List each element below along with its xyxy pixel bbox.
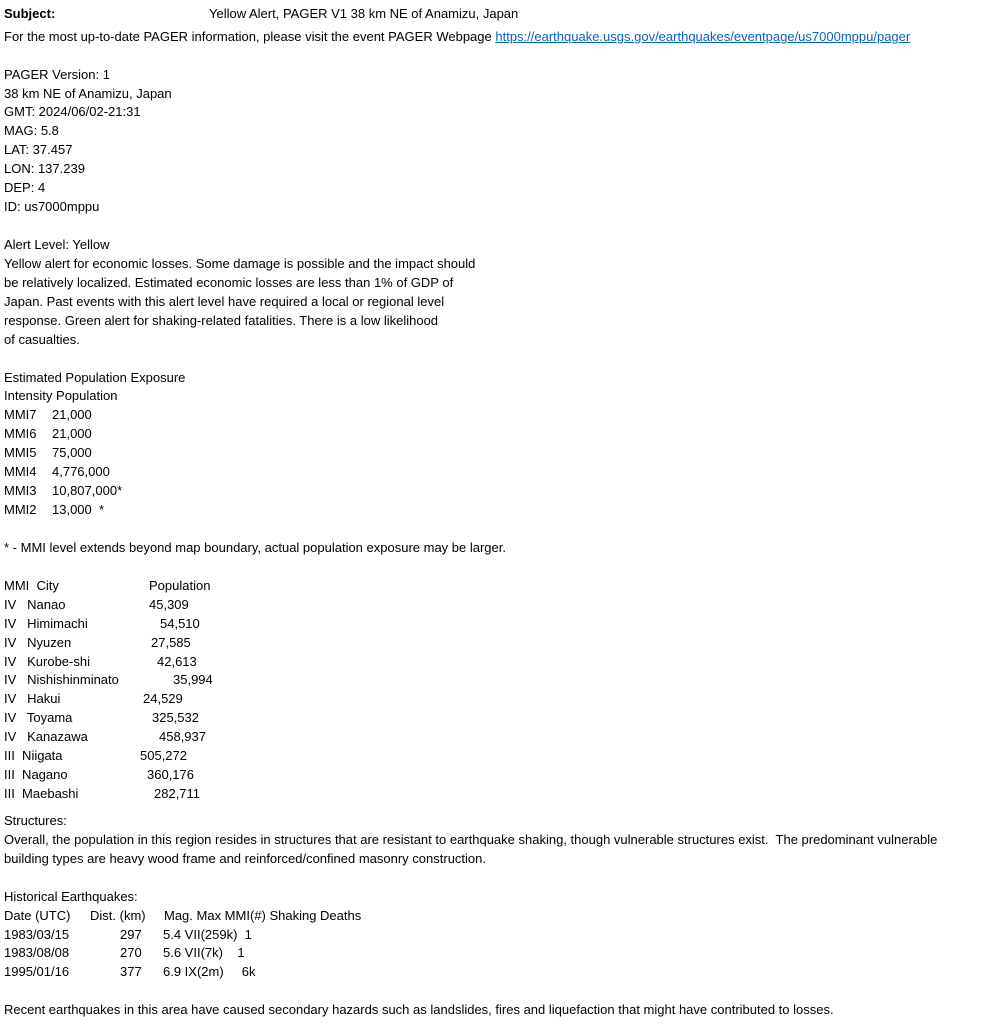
exposure-mmi: MMI5 <box>4 445 37 460</box>
exposure-title: Estimated Population Exposure <box>4 370 186 385</box>
event-lon: LON: 137.239 <box>4 161 85 176</box>
historical-header-rest: Mag. Max MMI(#) Shaking Deaths <box>164 908 362 923</box>
intro-text: For the most up-to-date PAGER information, please visit the event PAGER Webpage <box>4 29 496 44</box>
structures-title: Structures: <box>4 813 67 828</box>
exposure-mmi: MMI6 <box>4 426 37 441</box>
historical-dist: 270 <box>120 945 142 960</box>
historical-date: 1983/08/08 <box>4 945 70 960</box>
cities-header-population: Population <box>149 578 211 593</box>
historical-dist: 377 <box>120 964 142 979</box>
pager-webpage-link[interactable]: https://earthquake.usgs.gov/earthquakes/eventpage/us7000mppu/pager <box>495 29 911 44</box>
event-mag: MAG: 5.8 <box>4 123 59 138</box>
historical-mag: 5.6 VII(7k) 1 <box>163 945 245 960</box>
exposure-mmi: MMI7 <box>4 407 37 422</box>
event-location: 38 km NE of Anamizu, Japan <box>4 86 172 101</box>
event-dep: DEP: 4 <box>4 180 46 195</box>
historical-header-dist: Dist. (km) <box>90 908 146 923</box>
structures-line: Overall, the population in this region resides in structures that are resistant to earthquake shaking, though vulnerable structures exist. The predominant vulnerable <box>4 832 938 847</box>
city-population: 325,532 <box>152 710 199 725</box>
city-label: IV Hakui <box>4 691 61 706</box>
alert-line: Japan. Past events with this alert level have required a local or regional level <box>4 294 445 309</box>
city-label: IV Nyuzen <box>4 635 72 650</box>
exposure-mmi: MMI3 <box>4 483 37 498</box>
event-lat: LAT: 37.457 <box>4 142 73 157</box>
pager-version: PAGER Version: 1 <box>4 67 110 82</box>
city-population: 282,711 <box>154 786 201 801</box>
city-label: IV Himimachi <box>4 616 88 631</box>
city-population: 505,272 <box>140 748 187 763</box>
exposure-pop: 21,000 <box>52 426 92 441</box>
historical-title: Historical Earthquakes: <box>4 889 138 904</box>
intro-line <box>4 27 910 46</box>
city-population: 45,309 <box>149 597 189 612</box>
exposure-footnote: * - MMI level extends beyond map boundary, actual population exposure may be larger. <box>4 540 506 555</box>
city-population: 458,937 <box>159 729 206 744</box>
exposure-mmi: MMI2 <box>4 502 37 517</box>
exposure-pop: 10,807,000* <box>52 483 123 498</box>
city-population: 42,613 <box>157 654 197 669</box>
city-population: 24,529 <box>143 691 183 706</box>
city-label: III Nagano <box>4 767 68 782</box>
alert-line: of casualties. <box>4 332 80 347</box>
alert-line: be relatively localized. Estimated economic losses are less than 1% of GDP of <box>4 275 454 290</box>
exposure-pop: 75,000 <box>52 445 92 460</box>
city-label: III Niigata <box>4 748 63 763</box>
city-label: IV Toyama <box>4 710 73 725</box>
exposure-mmi: MMI4 <box>4 464 37 479</box>
city-label: IV Nishishinminato <box>4 672 119 687</box>
event-id: ID: us7000mppu <box>4 199 100 214</box>
exposure-header: Intensity Population <box>4 388 118 403</box>
exposure-pop: 13,000 * <box>52 502 105 517</box>
historical-header-date: Date (UTC) <box>4 908 71 923</box>
city-label: IV Kurobe-shi <box>4 654 90 669</box>
city-label: III Maebashi <box>4 786 79 801</box>
city-label: IV Kanazawa <box>4 729 88 744</box>
exposure-pop: 4,776,000 <box>52 464 110 479</box>
city-population: 35,994 <box>173 672 213 687</box>
closing-note: Recent earthquakes in this area have caused secondary hazards such as landslides, fires and liquefaction that might have contributed to losses. <box>4 1002 834 1017</box>
city-label: IV Nanao <box>4 597 66 612</box>
historical-date: 1983/03/15 <box>4 927 70 942</box>
historical-dist: 297 <box>120 927 142 942</box>
historical-date: 1995/01/16 <box>4 964 70 979</box>
city-population: 54,510 <box>160 616 200 631</box>
subject-value: Yellow Alert, PAGER V1 38 km NE of Anamizu, Japan <box>209 6 519 21</box>
city-population: 360,176 <box>147 767 194 782</box>
historical-mag: 6.9 IX(2m) 6k <box>163 964 256 979</box>
exposure-pop: 21,000 <box>52 407 92 422</box>
city-population: 27,585 <box>151 635 191 650</box>
alert-line: Yellow alert for economic losses. Some damage is possible and the impact should <box>4 256 476 271</box>
cities-header-mmi-city: MMI City <box>4 578 59 593</box>
alert-line: response. Green alert for shaking-related fatalities. There is a low likelihood <box>4 313 439 328</box>
event-gmt: GMT: 2024/06/02-21:31 <box>4 104 141 119</box>
historical-mag: 5.4 VII(259k) 1 <box>163 927 252 942</box>
alert-level: Alert Level: Yellow <box>4 237 110 252</box>
structures-line: building types are heavy wood frame and reinforced/confined masonry construction. <box>4 851 486 866</box>
subject-label: Subject: <box>4 6 56 21</box>
